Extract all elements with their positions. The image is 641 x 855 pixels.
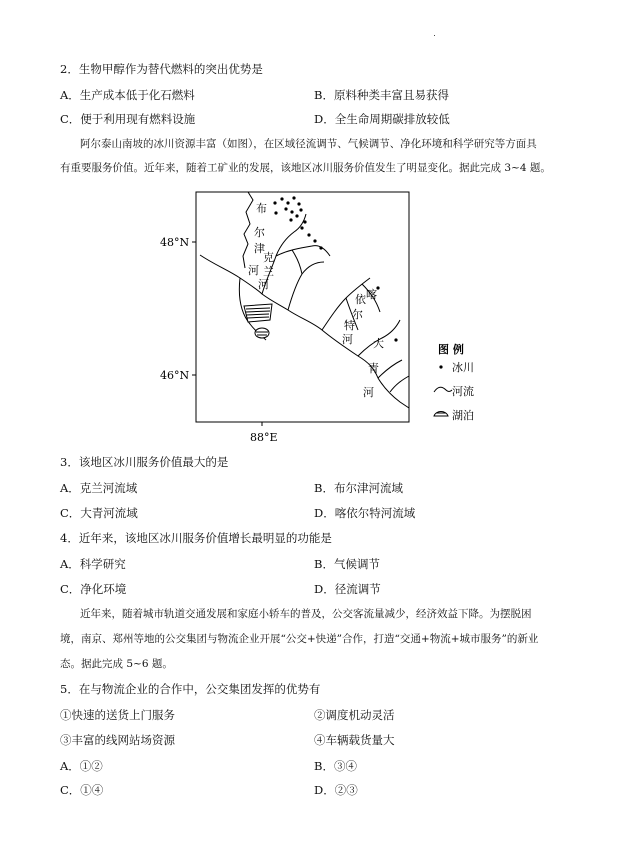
lat-46-label: 46°N [160, 369, 190, 382]
q5-item-3: ③丰富的线网站场资源 [60, 733, 175, 747]
q4-stem: 4．近年来，该地区冰川服务价值增长最明显的功能是 [60, 531, 332, 545]
q3-option-d[interactable]: D．喀依尔特河流域 [314, 506, 416, 520]
label-buerjin-1: 布 [256, 202, 267, 215]
legend-title: 图 例 [438, 343, 464, 356]
scan-speck [434, 35, 435, 36]
q5-option-c[interactable]: C．①④ [60, 783, 104, 797]
q2-option-c[interactable]: C．便于利用现有燃料设施 [60, 112, 196, 126]
label-kelan-3: 河 [258, 278, 269, 291]
legend-glacier-label: 冰川 [452, 361, 474, 374]
glacier-map [150, 185, 490, 450]
river-network [200, 214, 409, 408]
q4-option-d[interactable]: D．径流调节 [314, 582, 381, 596]
q2-option-a[interactable]: A．生产成本低于化石燃料 [60, 88, 195, 102]
label-daqing-2: 青 [368, 362, 379, 375]
q4-option-b[interactable]: B．气候调节 [314, 557, 380, 571]
q5-stem: 5．在与物流企业的合作中，公交集团发挥的优势有 [60, 682, 321, 696]
label-kayi-5: 河 [342, 333, 353, 346]
label-kelan-2: 兰 [263, 265, 274, 278]
label-buerjin-4: 河 [248, 264, 259, 277]
label-kayi-4: 特 [344, 319, 355, 332]
glacier-dots [273, 196, 397, 341]
q2-stem: 2．生物甲醇作为替代燃料的突出优势是 [60, 62, 263, 76]
label-daqing-1: 大 [373, 337, 384, 350]
label-kayi-2: 依 [355, 293, 366, 306]
intro2-line2: 境，南京、郑州等地的公交集团与物流企业开展“公交+快递”合作，打造“交通+物流+城市服务”的新业 [60, 633, 539, 645]
lon-88-label: 88°E [250, 431, 278, 444]
lake-ulungur [244, 304, 272, 338]
q4-option-c[interactable]: C．净化环境 [60, 582, 127, 596]
intro2-line1: 近年来，随着城市轨道交通发展和家庭小轿车的普及，公交客流量减少，经济效益下降。为摆脱困 [80, 608, 532, 620]
q5-item-2: ②调度机动灵活 [314, 708, 395, 722]
legend-lake-label: 湖泊 [452, 409, 474, 422]
q3-stem: 3．该地区冰川服务价值最大的是 [60, 455, 229, 469]
map-legend [434, 342, 474, 422]
legend-river-label: 河流 [452, 385, 474, 398]
intro2-line3: 态。据此完成 5~6 题。 [60, 658, 173, 670]
q3-option-a[interactable]: A．克兰河流域 [60, 481, 138, 495]
lat-48-label: 48°N [160, 236, 190, 249]
q5-option-d[interactable]: D．②③ [314, 783, 358, 797]
label-kelan-1: 克 [263, 251, 274, 264]
q2-option-b[interactable]: B．原料种类丰富且易获得 [314, 88, 449, 102]
legend-glacier-icon [439, 365, 442, 368]
legend-river-icon [434, 387, 452, 392]
intro1-line2: 有重要服务价值。近年来，随着工矿业的发展，该地区冰川服务价值发生了明显变化。据此完成 3~4 题。 [60, 162, 551, 174]
label-buerjin-2: 尔 [254, 226, 265, 239]
q5-option-a[interactable]: A．①② [60, 759, 103, 773]
label-daqing-3: 河 [363, 386, 374, 399]
legend-lake-icon [434, 412, 448, 417]
label-buerjin-3: 津 [254, 242, 265, 255]
q3-option-c[interactable]: C．大青河流域 [60, 506, 138, 520]
river-labels [248, 201, 384, 399]
q3-option-b[interactable]: B．布尔津河流域 [314, 481, 403, 495]
q5-item-4: ④车辆载货量大 [314, 733, 395, 747]
q2-option-d[interactable]: D．全生命周期碳排放较低 [314, 112, 450, 126]
q4-option-a[interactable]: A．科学研究 [60, 557, 126, 571]
q5-item-1: ①快速的送货上门服务 [60, 708, 175, 722]
intro1-line1: 阿尔泰山南坡的冰川资源丰富（如图），在区域径流调节、气候调节、净化环境和科学研究等方面具 [80, 138, 537, 150]
label-kayi-1: 喀 [366, 288, 377, 301]
label-kayi-3: 尔 [352, 308, 363, 321]
border-line [243, 192, 253, 268]
q5-option-b[interactable]: B．③④ [314, 759, 357, 773]
